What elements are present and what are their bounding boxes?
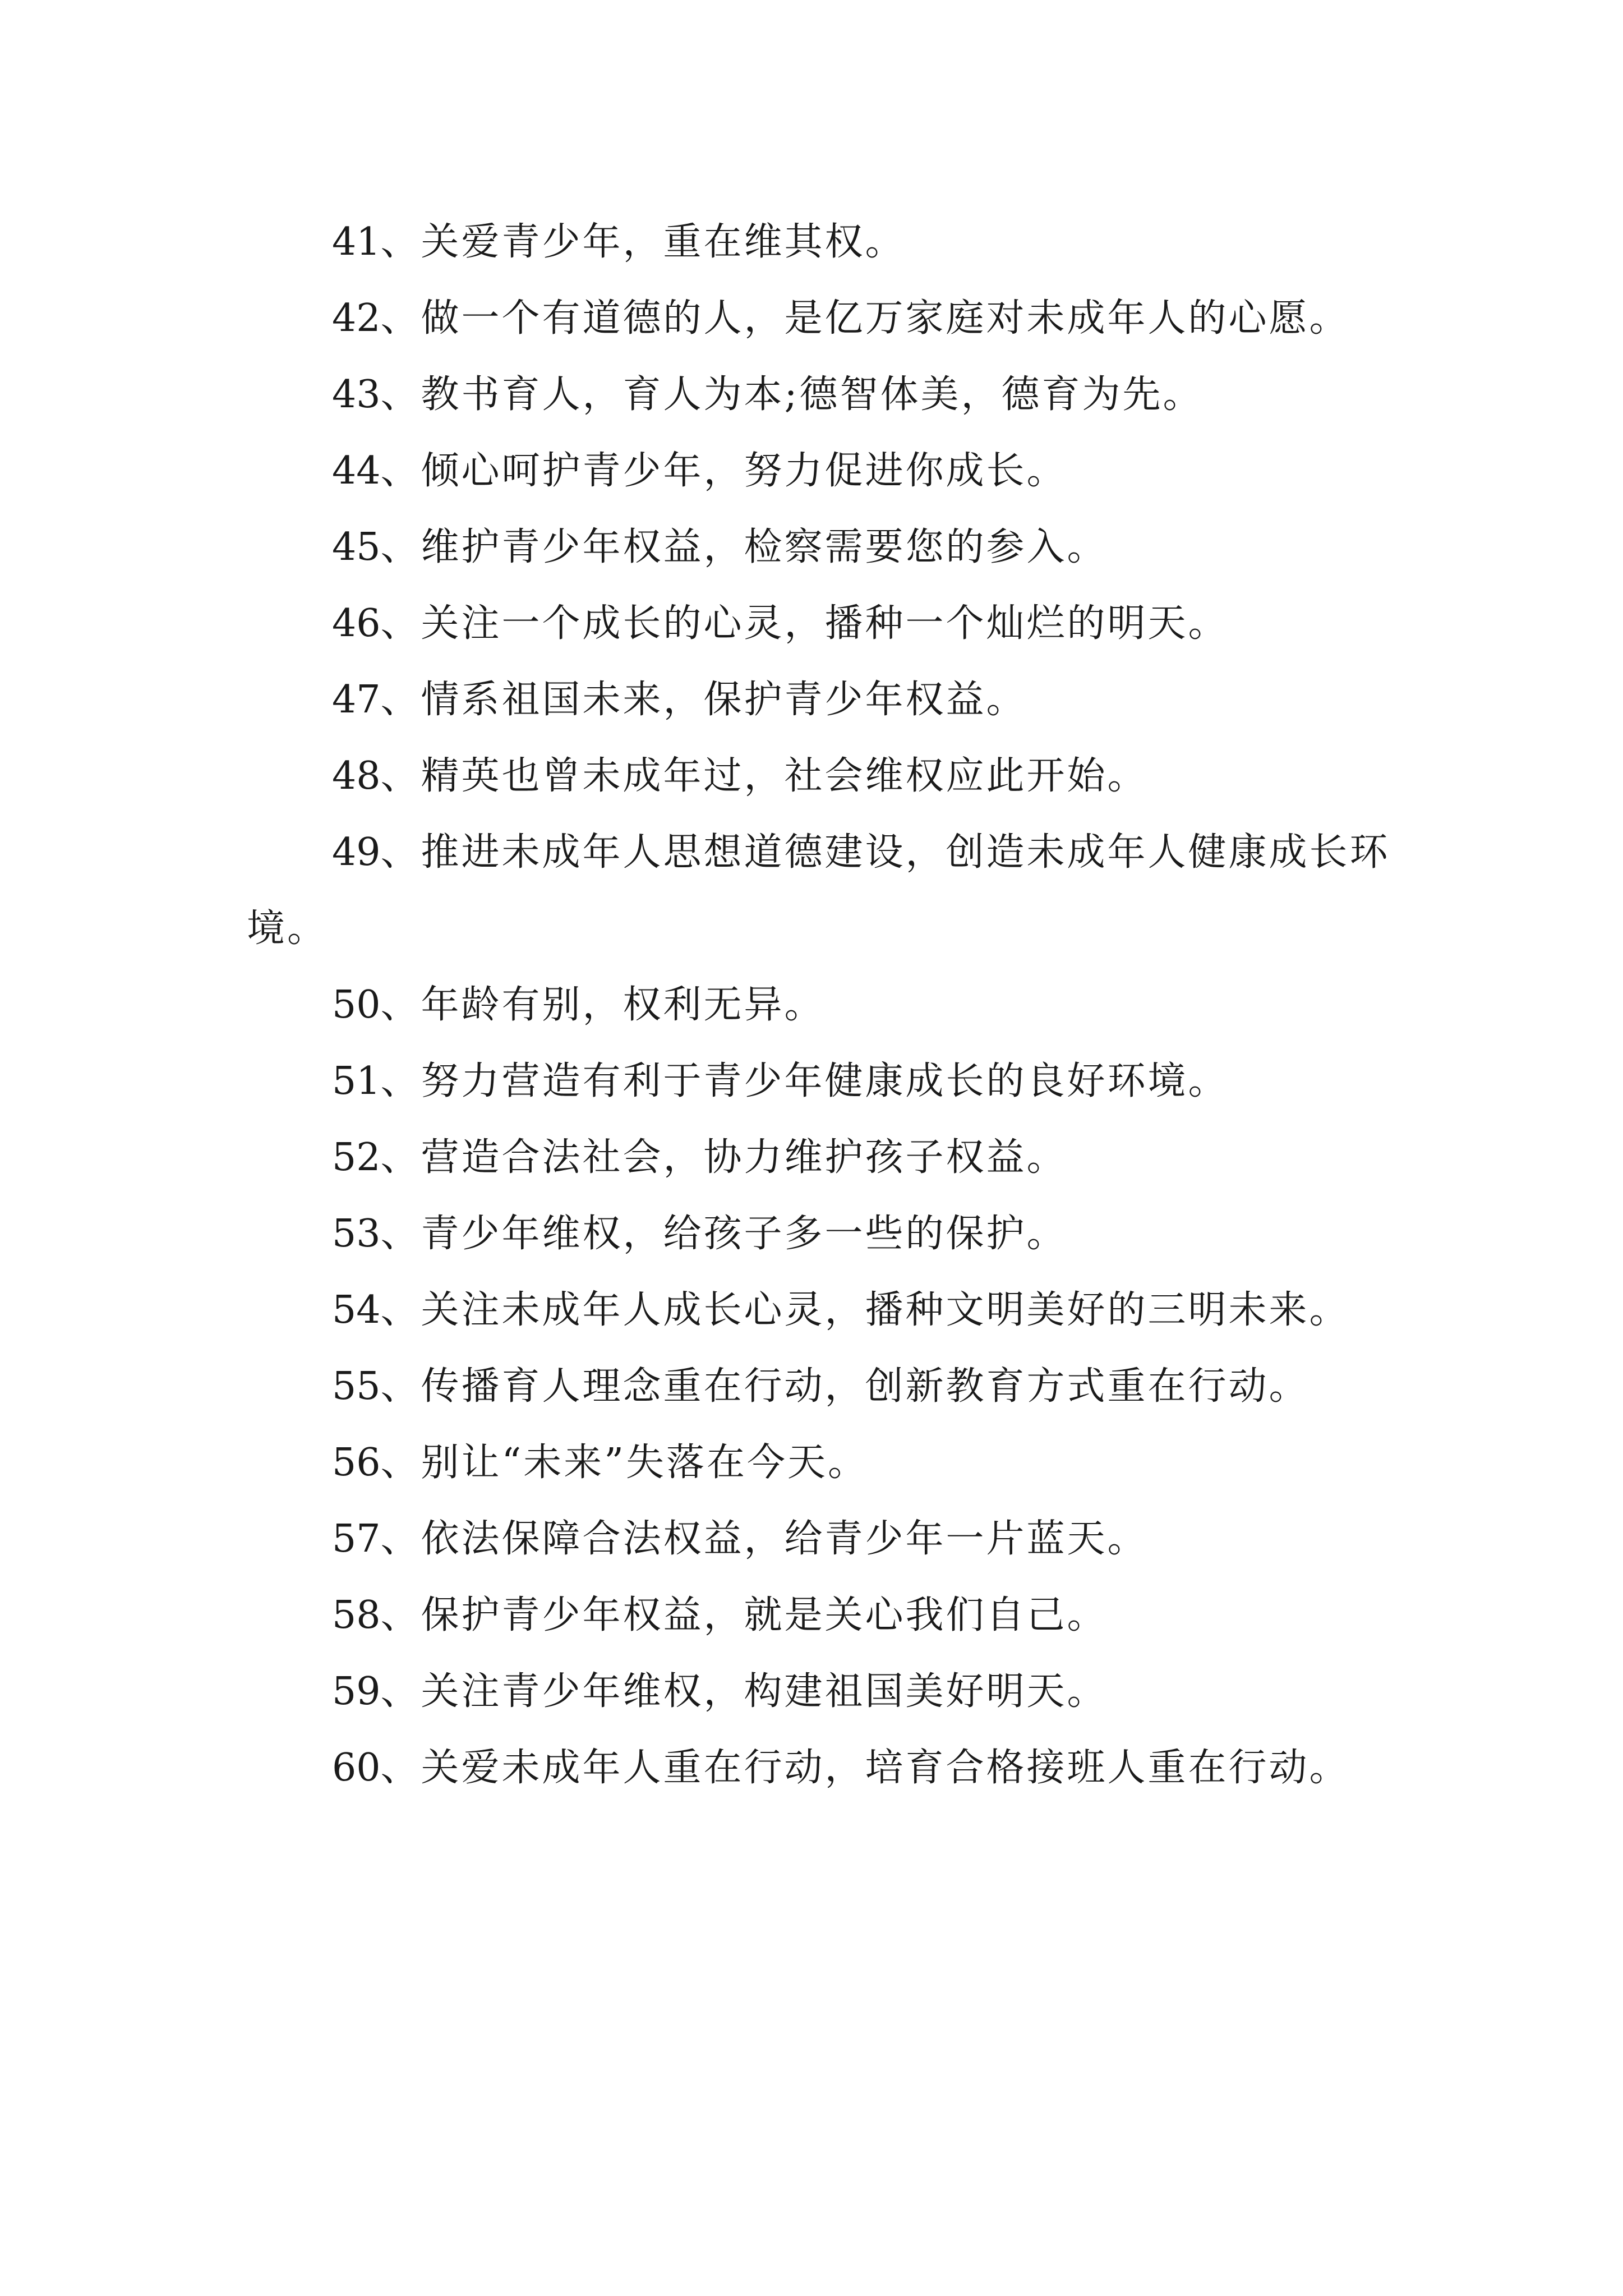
item-number: 45 xyxy=(332,525,381,569)
list-item xyxy=(247,1425,1391,1501)
item-text: 、推进未成年人思想道德建设，创造未成年人健康成长环境。 xyxy=(247,830,1390,951)
list-item xyxy=(247,586,1391,662)
item-text: 、教书育人，育人为本;德智体美，德育为先。 xyxy=(380,372,1204,417)
item-number: 56 xyxy=(332,1441,381,1485)
item-number: 53 xyxy=(332,1212,381,1256)
item-text: 、情系祖国未来，保护青少年权益。 xyxy=(380,678,1027,722)
list-item xyxy=(247,509,1391,586)
item-number: 52 xyxy=(332,1135,381,1180)
item-text: 、关注未成年人成长心灵，播种文明美好的三明未来。 xyxy=(380,1288,1350,1332)
list-item xyxy=(247,738,1391,815)
item-text: 、倾心呵护青少年，努力促进你成长。 xyxy=(380,449,1067,493)
item-text: 、关注青少年维权，构建祖国美好明天。 xyxy=(380,1669,1108,1714)
item-number: 50 xyxy=(332,983,381,1027)
item-number: 59 xyxy=(332,1669,381,1714)
item-number: 60 xyxy=(332,1746,381,1790)
list-item xyxy=(247,1577,1391,1654)
item-text: 、做一个有道德的人，是亿万家庭对未成年人的心愿。 xyxy=(380,296,1350,341)
list-item xyxy=(247,280,1391,357)
item-text: 、依法保障合法权益，给青少年一片蓝天。 xyxy=(380,1517,1148,1561)
item-text: 、关爱未成年人重在行动，培育合格接班人重在行动。 xyxy=(380,1746,1350,1790)
list-item xyxy=(247,1043,1391,1120)
list-item xyxy=(247,1120,1391,1196)
item-text: 、维护青少年权益，检察需要您的参入。 xyxy=(380,525,1108,569)
slogan-list xyxy=(247,204,1391,1806)
list-item xyxy=(247,1272,1391,1349)
list-item xyxy=(247,433,1391,509)
item-text: 、保护青少年权益，就是关心我们自己。 xyxy=(380,1593,1108,1637)
item-number: 57 xyxy=(332,1517,381,1561)
item-number: 44 xyxy=(332,449,381,493)
list-item xyxy=(247,967,1391,1043)
list-item xyxy=(247,1730,1391,1806)
item-text: 、精英也曾未成年过，社会维权应此开始。 xyxy=(380,754,1148,798)
item-number: 42 xyxy=(332,296,381,341)
item-text: 、努力营造有利于青少年健康成长的良好环境。 xyxy=(380,1059,1229,1103)
item-number: 41 xyxy=(332,220,381,264)
item-text: 、别让“未来”失落在今天。 xyxy=(380,1441,869,1485)
item-number: 55 xyxy=(332,1364,381,1409)
list-item xyxy=(247,1501,1391,1577)
list-item xyxy=(247,1196,1391,1272)
list-item xyxy=(247,1349,1391,1425)
list-item xyxy=(247,204,1391,280)
item-number: 48 xyxy=(332,754,381,798)
list-item xyxy=(247,1654,1391,1730)
item-text: 、营造合法社会，协力维护孩子权益。 xyxy=(380,1135,1067,1180)
list-item xyxy=(247,815,1391,967)
item-number: 47 xyxy=(332,678,381,722)
item-text: 、关注一个成长的心灵，播种一个灿烂的明天。 xyxy=(380,601,1229,646)
item-number: 43 xyxy=(332,372,381,417)
item-text: 、年龄有别，权利无异。 xyxy=(380,983,825,1027)
item-number: 54 xyxy=(332,1288,381,1332)
item-text: 、青少年维权，给孩子多一些的保护。 xyxy=(380,1212,1067,1256)
list-item xyxy=(247,662,1391,738)
item-text: 、传播育人理念重在行动，创新教育方式重在行动。 xyxy=(380,1364,1310,1409)
item-number: 58 xyxy=(332,1593,381,1637)
item-number: 49 xyxy=(332,830,381,875)
item-number: 51 xyxy=(332,1059,381,1103)
item-text: 、关爱青少年，重在维其权。 xyxy=(380,220,906,264)
item-number: 46 xyxy=(332,601,381,646)
list-item xyxy=(247,357,1391,433)
